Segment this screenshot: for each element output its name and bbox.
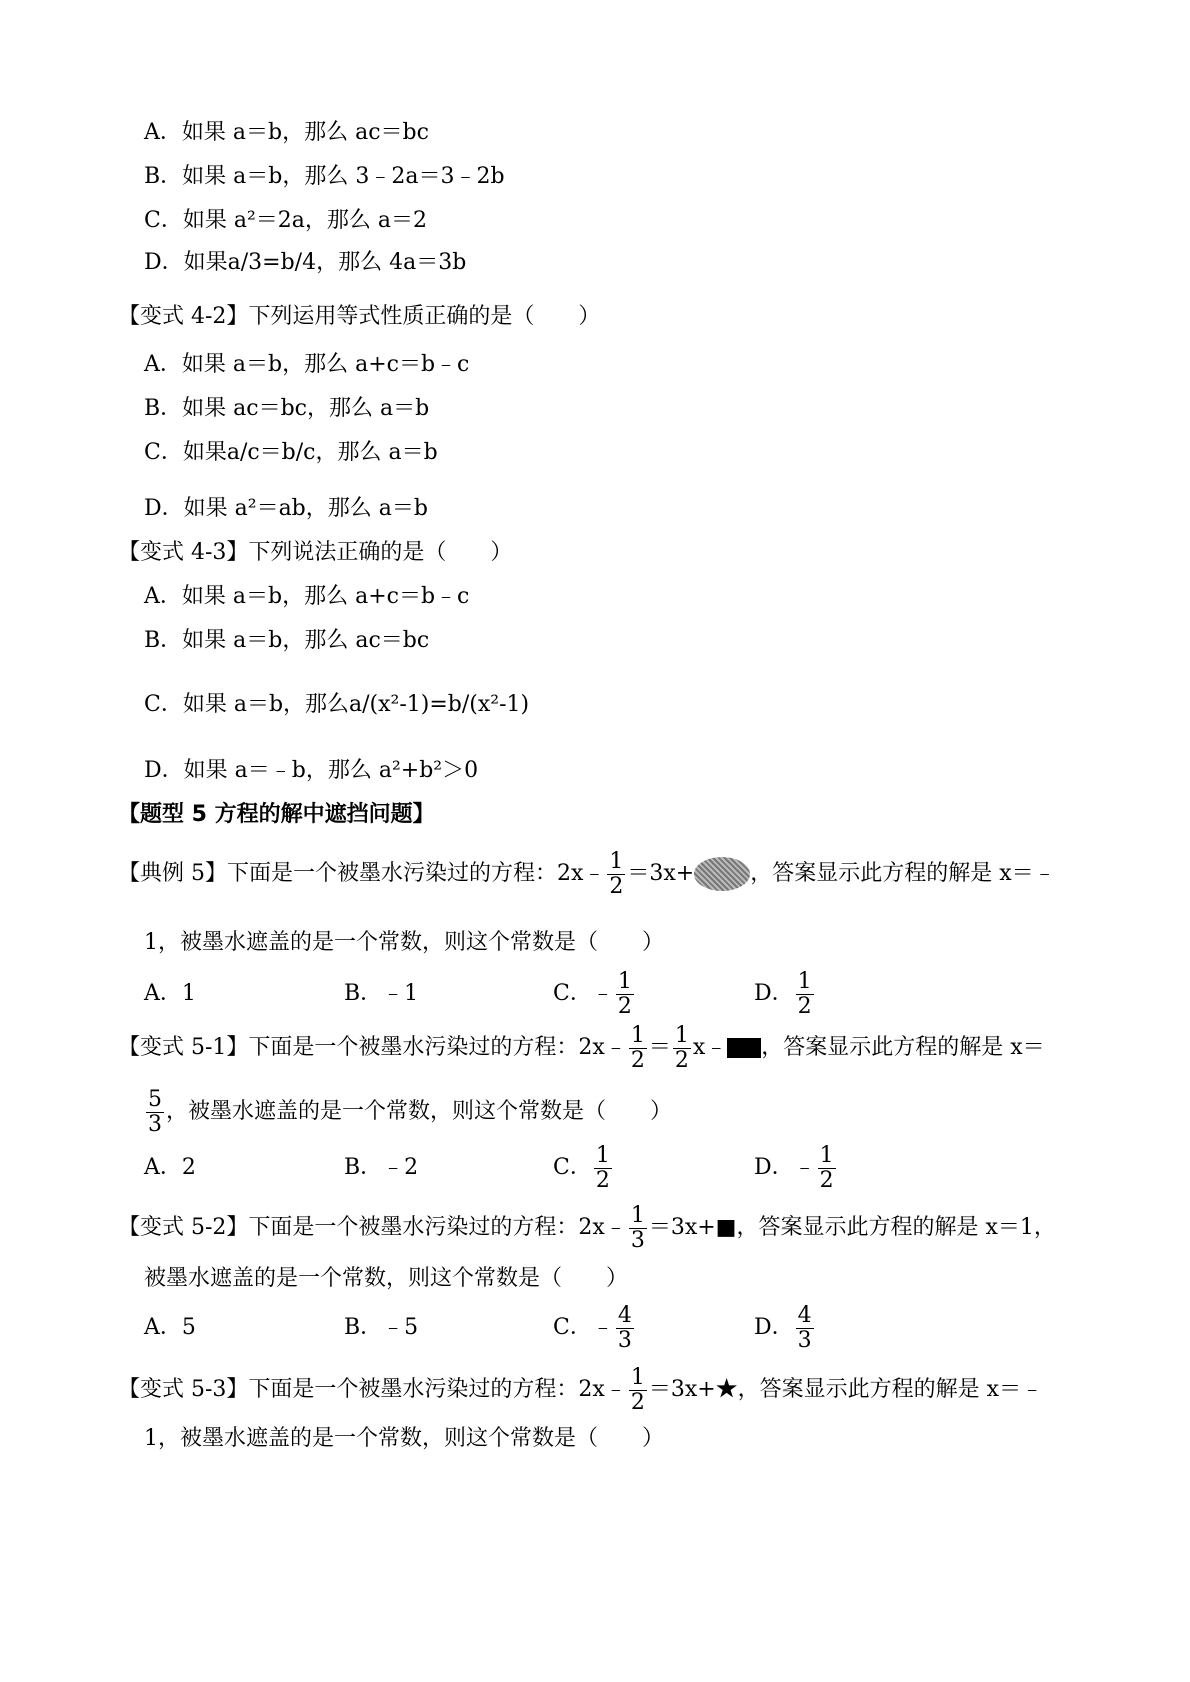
v5-2-option-c: C．﹣ $\frac{4}{3}$ — [553, 1302, 632, 1353]
ex5-option-d: D． $\frac{1}{2}$ — [754, 968, 812, 1019]
v5-2-option-b: B．﹣5 — [344, 1315, 419, 1340]
q4-2-option-b: B．如果 ac＝bc，那么 a＝b — [144, 396, 430, 421]
ex5-option-a: A．1 — [144, 981, 196, 1006]
v5-2-line2: 被墨水遮盖的是一个常数，则这个常数是（ ） — [144, 1266, 629, 1291]
v5-2-option-d: D． $\frac{4}{3}$ — [754, 1302, 812, 1353]
v5-2-option-a: A．5 — [144, 1315, 196, 1340]
v5-1-options — [0, 1140, 1190, 1196]
ex5-option-c: C．﹣ $\frac{1}{2}$ — [553, 968, 632, 1019]
q4-3-option-c: C．如果 a＝b，那么a/(x²-1)=b/(x²-1) — [144, 692, 530, 717]
q4-1-option-c: C．如果 a²＝2a，那么 a＝2 — [144, 208, 427, 233]
v5-2-options — [0, 1300, 1190, 1356]
q4-1-option-d: D．如果a/3=b/4，那么 4a＝3b — [144, 250, 467, 275]
v5-2-line1: 【变式 5-2】下面是一个被墨水污染过的方程：2x﹣ $\frac{1}{3}$ ＝3x+■，答案显示此方程的解是 x＝1， — [118, 1202, 1056, 1253]
ex5-tail: ，答案显示此方程的解是 x＝﹣ — [750, 861, 1056, 886]
q4-1-option-b: B．如果 a＝b，那么 3﹣2a＝3﹣2b — [144, 164, 505, 189]
q4-2-option-a: A．如果 a＝b，那么 a+c＝b﹣c — [144, 352, 470, 377]
v5-3-line1: 【变式 5-3】下面是一个被墨水污染过的方程：2x﹣ $\frac{1}{2}$ ＝3x+★，答案显示此方程的解是 x＝﹣ — [118, 1364, 1044, 1415]
ex5-fraction-half: $\frac{1}{2}$ — [609, 848, 624, 899]
q4-2-option-d: D．如果 a²＝ab，那么 a＝b — [144, 496, 428, 521]
ex5-options — [0, 966, 1190, 1022]
ex5-line2: 1，被墨水遮盖的是一个常数，则这个常数是（ ） — [144, 930, 664, 955]
q4-2-option-c: C．如果a/c＝b/c，那么 a＝b — [144, 440, 438, 465]
v5-1-solution-fraction: $\frac{5}{3}$ — [148, 1086, 162, 1137]
black-box-icon — [727, 1038, 761, 1058]
ex5-option-b: B．﹣1 — [344, 981, 419, 1006]
section-5-heading: 【题型 5 方程的解中遮挡问题】 — [118, 802, 435, 827]
v5-1-option-a: A．2 — [144, 1155, 196, 1180]
q4-1-option-a: A．如果 a＝b，那么 ac＝bc — [144, 120, 429, 145]
q4-3-option-b: B．如果 a＝b，那么 ac＝bc — [144, 628, 430, 653]
ex5-line1 — [118, 846, 1056, 902]
v5-1-option-b: B．﹣2 — [344, 1155, 419, 1180]
ink-blot-icon — [694, 857, 750, 891]
ex5-prefix: 【典例 5】下面是一个被墨水污染过的方程：2x﹣ — [118, 861, 606, 886]
v5-1-line1: 【变式 5-1】下面是一个被墨水污染过的方程：2x﹣ $\frac{1}{2}$ ＝ $\frac{1}{2}$ x﹣ ，答案显示此方程的解是 x＝ — [118, 1022, 1045, 1073]
v5-1-option-d: D．﹣ $\frac{1}{2}$ — [754, 1142, 834, 1193]
v5-1-line2: $\frac{5}{3}$ ，被墨水遮盖的是一个常数，则这个常数是（ ） — [148, 1086, 673, 1137]
v5-1-option-c: C． $\frac{1}{2}$ — [553, 1142, 610, 1193]
q4-3-option-a: A．如果 a＝b，那么 a+c＝b﹣c — [144, 584, 470, 609]
v5-3-line2: 1，被墨水遮盖的是一个常数，则这个常数是（ ） — [144, 1426, 664, 1451]
q4-3-title: 【变式 4-3】下列说法正确的是（ ） — [118, 540, 513, 565]
ex5-rhs: ＝3x+ — [627, 861, 695, 886]
q4-3-option-d: D．如果 a＝﹣b，那么 a²+b²＞0 — [144, 758, 479, 783]
q4-2-title: 【变式 4-2】下列运用等式性质正确的是（ ） — [118, 304, 601, 329]
